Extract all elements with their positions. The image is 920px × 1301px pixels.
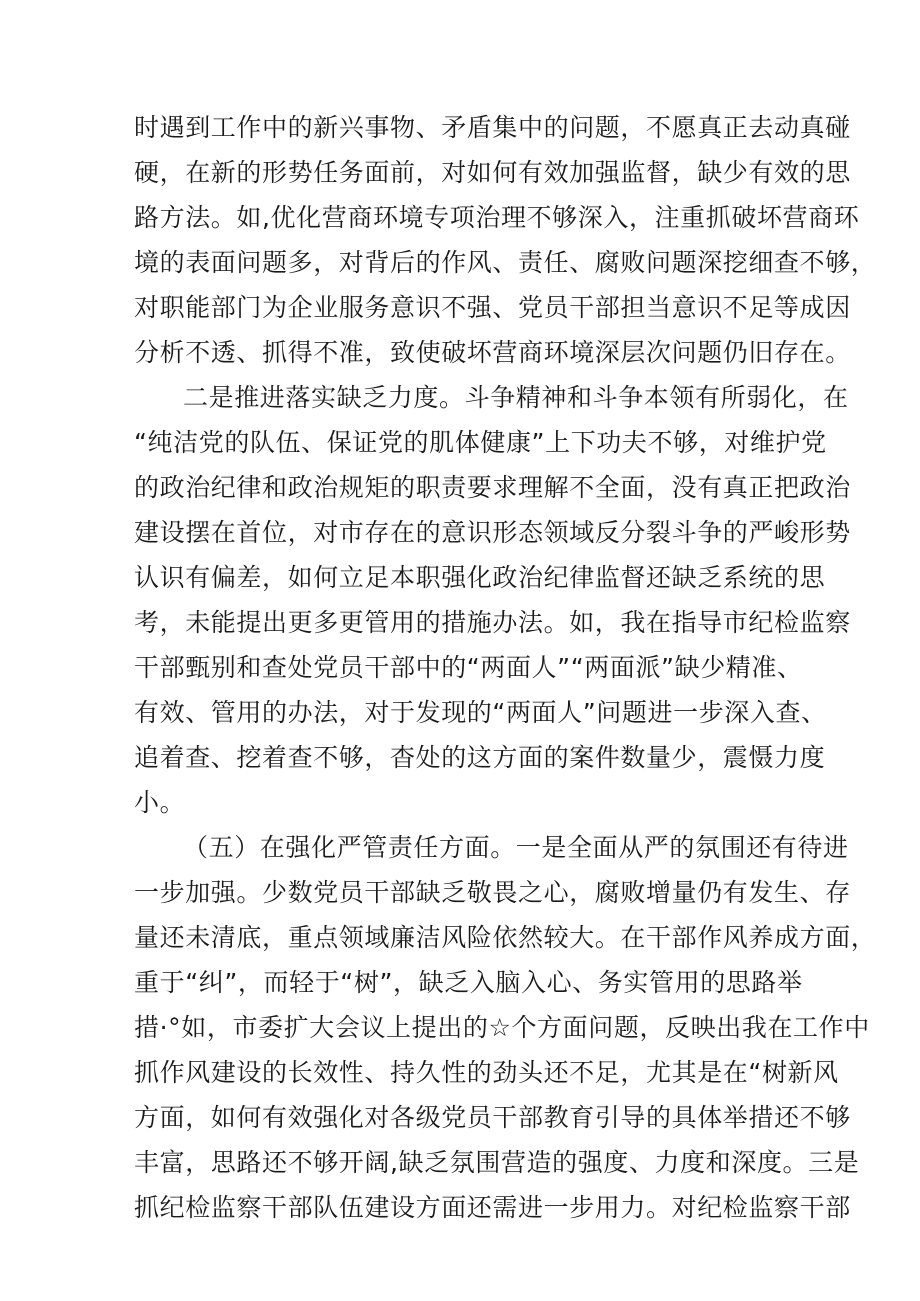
- paragraph-line-21: 措·°如，市委扩大会议上提出的☆个方面问题，反映出我在工作中: [134, 1013, 870, 1042]
- paragraph-line-22: 抓作风建设的长效性、持久性的劲头还不足，尤其是在“树新风: [134, 1058, 839, 1087]
- paragraph-line-23: 方面，如何有效强化对各级党员干部教育引导的具体举措还不够: [134, 1103, 851, 1132]
- paragraph-line-20: 重于“纠”，而轻于“树”，缺乏入脑入心、务实管用的思路举: [134, 968, 803, 997]
- paragraph-line-10: 建设摆在首位，对市存在的意识形态领域反分裂斗争的严峻形势: [134, 518, 851, 547]
- paragraph-line-11: 认识有偏差，如何立足本职强化政治纪律监督还缺乏系统的思: [134, 563, 826, 592]
- paragraph-line-14: 有效、管用的办法，对于发现的“两面人”问题进一步深入查、: [134, 698, 827, 727]
- paragraph-line-9: 的政治纪律和政治规矩的职责要求理解不全面，没有真正把政治: [134, 473, 851, 502]
- paragraph-line-1: 时遇到工作中的新兴事物、矛盾集中的问题，不愿真正去动真碰: [134, 113, 851, 142]
- paragraph-line-13: 干部甄别和查处党员干部中的“两面人”“两面派”缺少精准、: [134, 653, 803, 682]
- paragraph-line-3: 路方法。如,优化营商环境专项治理不够深入，注重抓破坏营商环: [134, 203, 860, 232]
- paragraph-line-6: 分析不透、抓得不准，致使破坏营商环境深层次问题仍旧存在。: [134, 338, 851, 367]
- paragraph-line-17: （五）在强化严管责任方面。一是全面从严的氛围还有待进: [183, 833, 849, 862]
- paragraph-line-2: 硬，在新的形势任务面前，对如何有效加强监督，缺少有效的思: [134, 158, 851, 187]
- paragraph-line-7: 二是推进落实缺乏力度。斗争精神和斗争本领有所弱化，在: [183, 383, 849, 412]
- paragraph-line-4: 境的表面问题多，对背后的作风、责任、腐败问题深挖细查不够，: [134, 248, 877, 277]
- paragraph-line-15: 追着查、挖着查不够，杳处的这方面的案件数量少，震慑力度: [134, 743, 826, 772]
- paragraph-line-5: 对职能部门为企业服务意识不强、党员干部担当意识不足等成因: [134, 293, 851, 322]
- paragraph-line-16: 小。: [134, 788, 186, 817]
- paragraph-line-24: 丰富，思路还不够开阔,缺乏氛围营造的强度、力度和深度。三是: [134, 1148, 860, 1177]
- paragraph-line-25: 抓纪检监察干部队伍建设方面还需进一步用力。对纪检监察干部: [134, 1193, 851, 1222]
- paragraph-line-19: 量还未清底，重点领域廉洁风险依然较大。在干部作风养成方面，: [134, 923, 877, 952]
- paragraph-line-18: 一步加强。少数党员干部缺乏敬畏之心，腐败增量仍有发生、存: [134, 878, 851, 907]
- paragraph-line-12: 考，未能提出更多更管用的措施办法。如，我在指导市纪检监察: [134, 608, 851, 637]
- paragraph-line-8: “纯洁党的队伍、保证党的肌体健康”上下功夫不够，对维护党: [134, 428, 827, 457]
